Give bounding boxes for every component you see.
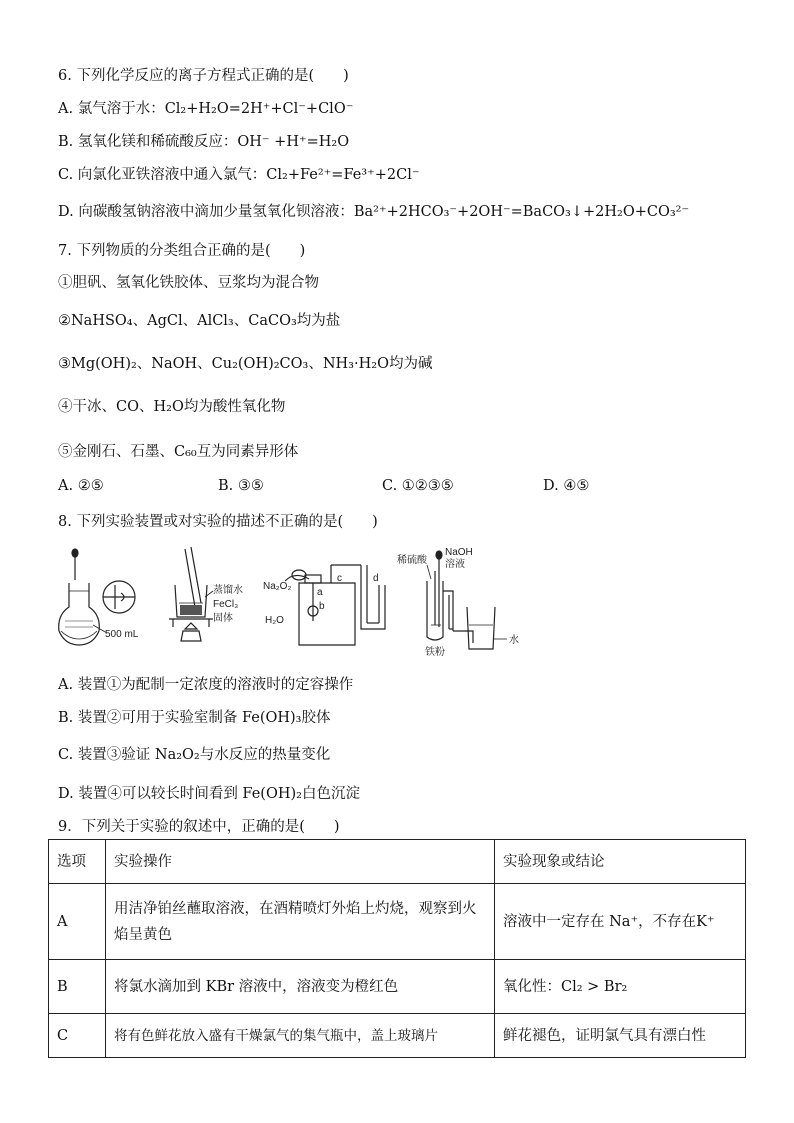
fig4-label-solution: 溶液 bbox=[445, 559, 465, 570]
q9-stem: 9．下列关于实验的叙述中，正确的是( ) bbox=[58, 819, 340, 835]
q6-option-a: A. 氯气溶于水：Cl₂+H₂O=2H⁺+Cl⁻+ClO⁻ bbox=[58, 101, 354, 117]
fig4-label-water: 水 bbox=[509, 635, 519, 646]
table-row bbox=[49, 884, 746, 960]
q8-option-c: C. 装置③验证 Na₂O₂与水反应的热量变化 bbox=[58, 747, 331, 763]
q7-option-d: D. ④⑤ bbox=[543, 478, 590, 494]
row-c-option: C bbox=[49, 1014, 106, 1058]
row-b-result: 氧化性：Cl₂ > Br₂ bbox=[495, 960, 746, 1014]
fig3-label-a: a bbox=[317, 587, 323, 598]
q8-option-a: A. 装置①为配制一定浓度的溶液时的定容操作 bbox=[58, 677, 354, 693]
header-operation: 实验操作 bbox=[106, 840, 495, 884]
table-row bbox=[49, 1014, 746, 1058]
table-header-row bbox=[49, 840, 746, 884]
q7-option-c: C. ①②③⑤ bbox=[382, 478, 454, 494]
fig3-label-b: b bbox=[319, 601, 325, 612]
q6-option-b: B. 氢氧化镁和稀硫酸反应：OH⁻ +H⁺=H₂O bbox=[58, 134, 350, 150]
q7-item-1: ①胆矾、氢氧化铁胶体、豆浆均为混合物 bbox=[58, 275, 319, 291]
fig3-label-d: d bbox=[373, 573, 379, 584]
fig2-beaker-burner bbox=[169, 547, 243, 641]
fig3-label-c: c bbox=[337, 573, 342, 584]
fig4-testtube-beaker bbox=[397, 547, 519, 658]
q7-item-2: ②NaHSO₄、AgCl、AlCl₃、CaCO₃均为盐 bbox=[58, 313, 341, 329]
q6-stem: 6. 下列化学反应的离子方程式正确的是( ) bbox=[58, 68, 349, 84]
fig4-label-iron: 铁粉 bbox=[425, 647, 445, 658]
q7-item-5: ⑤金刚石、石墨、C₆₀互为同素异形体 bbox=[58, 444, 299, 460]
q7-stem: 7. 下列物质的分类组合正确的是( ) bbox=[58, 243, 306, 259]
table-row bbox=[49, 960, 746, 1014]
row-a-operation: 用洁净铂丝蘸取溶液，在酒精喷灯外焰上灼烧，观察到火焰呈黄色 bbox=[106, 884, 495, 960]
q6-option-c: C. 向氯化亚铁溶液中通入氯气：Cl₂+Fe²⁺=Fe³⁺+2Cl⁻ bbox=[58, 167, 420, 183]
row-c-operation: 将有色鲜花放入盛有干燥氯气的集气瓶中，盖上玻璃片 bbox=[106, 1014, 495, 1058]
q9-table bbox=[48, 839, 746, 1058]
row-a-option: A bbox=[49, 884, 106, 960]
fig3-label-na2o2: Na₂O₂ bbox=[263, 581, 292, 592]
q7-option-a: A. ②⑤ bbox=[58, 478, 104, 494]
q7-item-3: ③Mg(OH)₂、NaOH、Cu₂(OH)₂CO₃、NH₃·H₂O均为碱 bbox=[58, 356, 433, 372]
header-result: 实验现象或结论 bbox=[495, 840, 746, 884]
q6-option-d: D. 向碳酸氢钠溶液中滴加少量氢氧化钡溶液：Ba²⁺+2HCO₃⁻+2OH⁻=BaCO₃↓+2H₂O+CO₃²⁻ bbox=[58, 204, 690, 220]
fig2-label-solid: 固体 bbox=[213, 613, 233, 624]
q7-item-4: ④干冰、CO、H₂O均为酸性氧化物 bbox=[58, 399, 286, 415]
q7-option-b: B. ③⑤ bbox=[218, 478, 264, 494]
row-c-result: 鲜花褪色，证明氯气具有漂白性 bbox=[495, 1014, 746, 1058]
row-b-operation: 将氯水滴加到 KBr 溶液中，溶液变为橙红色 bbox=[106, 960, 495, 1014]
fig3-label-h2o: H₂O bbox=[265, 615, 284, 626]
q8-stem: 8. 下列实验装置或对实验的描述不正确的是( ) bbox=[58, 514, 378, 530]
fig3-bottle-utube bbox=[263, 565, 385, 645]
fig2-label-fecl3: FeCl₃ bbox=[213, 599, 239, 610]
fig2-label-water: 蒸馏水 bbox=[213, 585, 243, 596]
q8-apparatus-figures bbox=[55, 545, 535, 660]
fig4-label-naoh: NaOH bbox=[445, 547, 473, 558]
fig4-label-acid: 稀硫酸 bbox=[397, 555, 427, 566]
row-b-option: B bbox=[49, 960, 106, 1014]
header-option: 选项 bbox=[49, 840, 106, 884]
fig1-volumetric-flask bbox=[59, 549, 139, 645]
row-a-result: 溶液中一定存在 Na⁺，不存在K⁺ bbox=[495, 884, 746, 960]
q8-option-b: B. 装置②可用于实验室制备 Fe(OH)₃胶体 bbox=[58, 710, 331, 726]
q8-option-d: D. 装置④可以较长时间看到 Fe(OH)₂白色沉淀 bbox=[58, 786, 360, 802]
fig1-label-500ml: 500 mL bbox=[105, 629, 139, 640]
